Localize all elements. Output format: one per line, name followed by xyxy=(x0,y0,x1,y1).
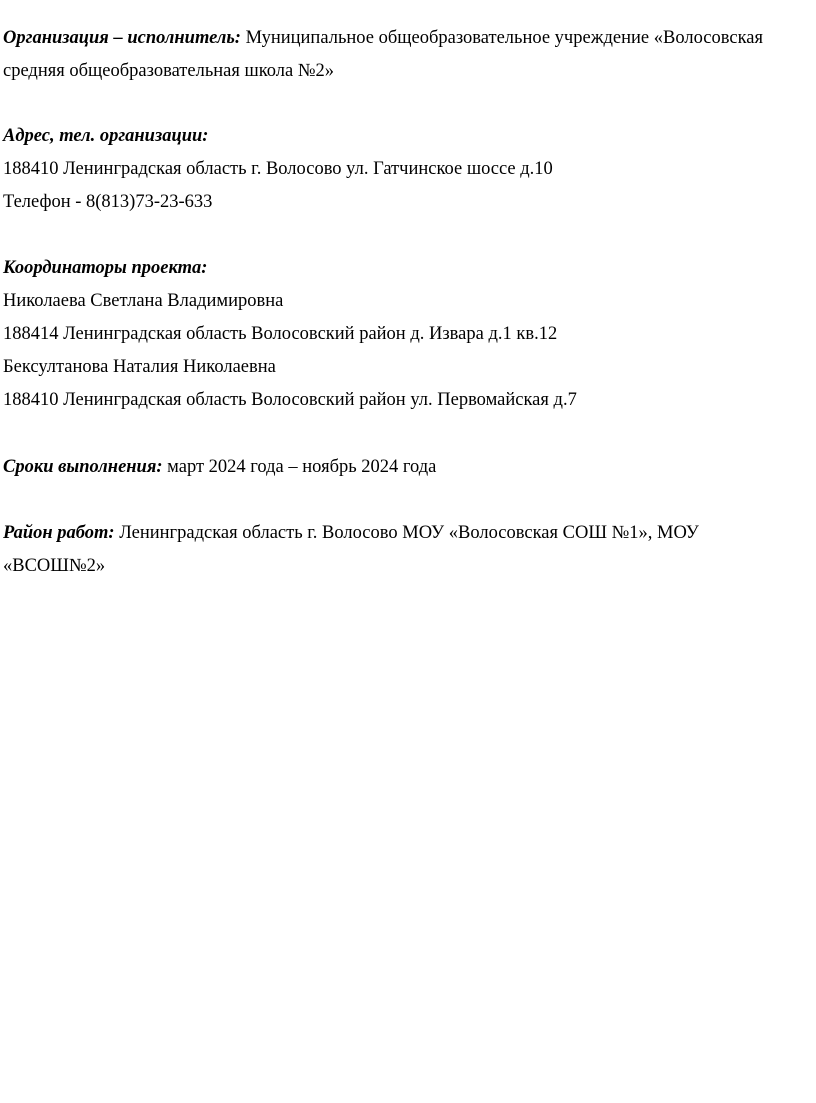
coordinators-section xyxy=(3,252,803,417)
address-phone: Телефон - 8(813)73-23-633 xyxy=(3,192,213,212)
work-area-line-1 xyxy=(3,517,803,550)
deadlines-section xyxy=(3,451,803,484)
deadlines-label: Сроки выполнения: xyxy=(3,457,163,477)
organization-section xyxy=(3,22,803,88)
coordinators-label: Координаторы проекта: xyxy=(3,258,208,278)
coordinator-1-name: Николаева Светлана Владимировна xyxy=(3,291,284,311)
work-area-text-1: Ленинградская область г. Волосово МОУ «Волосовская СОШ №1», МОУ xyxy=(114,523,699,543)
address-section xyxy=(3,120,803,219)
coordinator-2-address: 188410 Ленинградская область Волосовский район ул. Первомайская д.7 xyxy=(3,390,577,410)
organization-text-2: средняя общеобразовательная школа №2» xyxy=(3,61,335,81)
organization-line-1 xyxy=(3,22,803,55)
coordinator-1-address: 188414 Ленинградская область Волосовский район д. Извара д.1 кв.12 xyxy=(3,324,558,344)
work-area-text-2: «ВСОШ№2» xyxy=(3,556,106,576)
coordinator-2-name: Бексултанова Наталия Николаевна xyxy=(3,357,276,377)
work-area-section xyxy=(3,517,803,583)
organization-label: Организация – исполнитель: xyxy=(3,28,241,48)
address-label: Адрес, тел. организации: xyxy=(3,126,209,146)
organization-text-1: Муниципальное общеобразовательное учреждение «Волосовская xyxy=(240,28,764,48)
deadlines-text: март 2024 года – ноябрь 2024 года xyxy=(162,457,437,477)
work-area-label: Район работ: xyxy=(3,523,115,543)
deadlines-line xyxy=(3,451,803,484)
address-street: 188410 Ленинградская область г. Волосово ул. Гатчинское шоссе д.10 xyxy=(3,159,553,179)
